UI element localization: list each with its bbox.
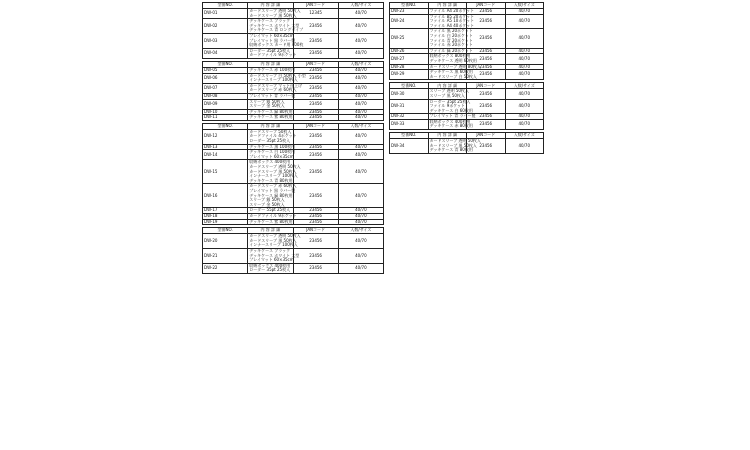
header-code: 型番NO. [203, 123, 248, 129]
header-code: 型番NO. [390, 83, 429, 89]
row-code: DW-08 [203, 93, 248, 99]
spec-table [389, 82, 544, 130]
content-line: プレイマット 青 ラバー製 [249, 92, 296, 98]
table-row [390, 14, 544, 29]
row-content [248, 99, 293, 109]
row-jan: 23456 [293, 99, 338, 109]
row-jan: 23456 [467, 29, 506, 48]
row-size: 40/70 [505, 89, 544, 99]
spec-table [202, 227, 384, 274]
row-size: 40/70 [338, 150, 383, 160]
content-line: カードスリーブ 赤 60枚入 [249, 87, 297, 93]
header-code: 型番NO. [390, 3, 429, 9]
row-code: DW-12 [203, 129, 248, 144]
row-jan: 23456 [293, 67, 338, 73]
row-size: 40/70 [338, 93, 383, 99]
content-line: プレイマット 60×35cm [249, 257, 294, 263]
row-jan: 23456 [293, 73, 338, 83]
row-jan: 23456 [467, 14, 506, 29]
row-content [248, 159, 301, 184]
row-code: DW-01 [203, 9, 248, 19]
row-content [428, 89, 467, 99]
row-size: 40/70 [338, 263, 383, 273]
row-size: 40/70 [505, 70, 544, 80]
row-size: 40/70 [338, 129, 383, 144]
content-line: カードスリーブ 透明 80枚入 [429, 63, 481, 69]
row-size: 40/70 [505, 64, 544, 70]
content-line: ローダー 35pt 25枚入 [249, 138, 291, 144]
row-code: DW-06 [203, 73, 248, 83]
row-size: 40/70 [338, 219, 383, 225]
header-size: 入数/サイズ [505, 83, 544, 89]
header-jan: JANコード [293, 3, 338, 9]
table-row [390, 119, 544, 129]
content-line: スリーブ 金 50枚入 [249, 201, 285, 207]
row-code: DW-03 [203, 33, 248, 48]
row-code: DW-31 [390, 99, 429, 114]
content-line: デッキケース 白 100枚用 [249, 149, 296, 155]
content-line: デッキケース 赤 80枚用 [429, 123, 473, 129]
table-row [203, 115, 384, 121]
table-row [203, 33, 384, 48]
row-jan: 23456 [293, 150, 338, 160]
row-jan: 23456 [293, 263, 338, 273]
row-code: DW-25 [390, 29, 429, 48]
row-jan: 23456 [293, 129, 338, 144]
row-code: DW-24 [390, 14, 429, 29]
content-line: デッキケース 緑 80枚用 [249, 108, 293, 114]
row-size: 40/70 [338, 144, 383, 150]
row-jan: 23456 [467, 139, 506, 154]
row-code: DW-19 [203, 219, 248, 225]
content-line: ローダー 35pt 25枚入 [249, 267, 291, 273]
row-jan: 23456 [293, 219, 338, 225]
row-size: 40/70 [505, 119, 544, 129]
content-line: デッキケース 緑 80枚用 [249, 192, 293, 198]
row-size: 40/70 [505, 99, 544, 114]
content-line: ファイル A4 40ポケット [429, 22, 475, 28]
row-size: 40/70 [338, 109, 383, 115]
content-line: ファイル 白 20ポケット [429, 32, 473, 38]
header-jan: JANコード [467, 133, 506, 139]
header-size: 入数/サイズ [338, 228, 383, 234]
row-code: DW-09 [203, 99, 248, 109]
table-row [390, 29, 544, 48]
content-line: カードスリーブ 透明 50枚入 [249, 8, 301, 13]
row-jan: 23456 [467, 9, 506, 15]
content-line: ファイル 黒 20ポケット [429, 28, 473, 34]
table-row [203, 184, 384, 208]
content-line: デッキケース 黒 100枚用 [249, 143, 296, 149]
row-code: DW-20 [203, 234, 248, 249]
content-line: ローダー 35pt 25枚入 [429, 98, 471, 104]
row-code: DW-33 [390, 119, 429, 129]
content-line: デッキケース 白 60枚用 [429, 107, 473, 113]
row-code: DW-02 [203, 19, 248, 34]
spec-table [202, 2, 384, 59]
row-jan: 23456 [293, 109, 338, 115]
row-jan: 23456 [467, 119, 506, 129]
content-line: プレイマット 黒 ラバー製 [249, 37, 296, 43]
row-jan: 23456 [293, 213, 338, 219]
table-row [203, 129, 384, 144]
header-content: 内 容 詳 細 [248, 3, 293, 9]
header-content: 内 容 詳 細 [248, 61, 293, 67]
row-jan: 23456 [293, 208, 338, 214]
row-size: 40/70 [338, 9, 383, 19]
row-size: 40/70 [505, 29, 544, 48]
row-code: DW-04 [203, 48, 248, 58]
row-code: DW-29 [390, 70, 429, 80]
content-line: 収納ボックス カード用 400枚 [249, 42, 304, 48]
row-size: 40/70 [338, 213, 383, 219]
row-size: 40/70 [338, 99, 383, 109]
row-jan: 23456 [293, 184, 338, 208]
row-jan: 23456 [293, 83, 338, 93]
table-row [390, 99, 544, 114]
table-row [390, 70, 544, 80]
spec-table [389, 2, 544, 80]
content-line: ファイル B5 20ポケット [429, 13, 475, 19]
row-jan: 23456 [293, 234, 338, 249]
row-code: DW-34 [390, 139, 429, 154]
header-jan: JANコード [467, 83, 506, 89]
row-code: DW-15 [203, 160, 248, 184]
row-code: DW-28 [390, 64, 429, 70]
content-line: ファイル A4 20ポケット [429, 8, 475, 13]
row-content [428, 28, 473, 48]
row-code: DW-23 [390, 9, 429, 15]
table-row [203, 19, 384, 34]
content-line: カードスリーブ マット仕上げ [249, 82, 303, 88]
table-row [203, 263, 384, 273]
table-row [203, 83, 384, 93]
row-content [248, 263, 293, 273]
header-content: 内 容 詳 細 [248, 228, 293, 234]
row-size: 40/70 [505, 48, 544, 54]
content-line: デッキケース ブラック [249, 247, 291, 253]
content-line: スリーブ 透明 50枚入 [429, 88, 469, 94]
header-code: 型番NO. [203, 3, 248, 9]
header-code: 型番NO. [203, 228, 248, 234]
row-jan: 23456 [293, 115, 338, 121]
content-line: カードスリーブ 黒 50枚入 [249, 168, 297, 174]
content-line: デッキケース 黒 60枚用 [429, 69, 473, 75]
row-size: 40/70 [338, 33, 383, 48]
row-code: DW-32 [390, 114, 429, 120]
row-code: DW-26 [390, 48, 429, 54]
row-size: 40/70 [338, 115, 383, 121]
table-row [390, 54, 544, 64]
content-line: スリーブ 銀 50枚入 [249, 197, 285, 203]
content-line: カードスリーブ 赤 60枚入 [249, 183, 297, 189]
content-line: カードスリーブ 50枚入 [249, 128, 292, 134]
content-line: デッキケース ブラック [249, 18, 291, 24]
content-line: カードファイル 9ポケット [249, 212, 297, 218]
row-code: DW-30 [390, 89, 429, 99]
row-size: 40/70 [338, 67, 383, 73]
content-line: カードスリーブ 透明 50枚入 [249, 164, 301, 170]
row-code: DW-10 [203, 109, 248, 115]
header-content: 内 容 詳 細 [428, 83, 467, 89]
row-content [248, 128, 297, 144]
row-size: 40/70 [505, 114, 544, 120]
content-line: ファイル 青 20ポケット [429, 37, 473, 43]
content-line: ファイル 赤 20ポケット [429, 42, 473, 48]
content-line: デッキケース 透明 60枚用 [429, 57, 477, 63]
content-line: デッキケース 紫 80枚用 [249, 114, 293, 120]
row-code: DW-18 [203, 213, 248, 219]
table-row [203, 99, 384, 109]
content-line: カードスリーブ 白 50枚入 小型 [249, 72, 306, 78]
spec-table [202, 61, 384, 121]
row-size: 40/70 [505, 139, 544, 154]
content-line: カードスリーブ 黒 50枚入 [429, 142, 477, 148]
spec-table [202, 123, 384, 225]
content-line: インナースリーブ 100枚入 [249, 242, 298, 248]
row-size: 40/70 [505, 54, 544, 64]
content-line: カードスリーブ 黒 50枚入 [249, 12, 297, 18]
content-line: インナースリーブ 100枚入 [249, 77, 298, 83]
header-size: 入数/サイズ [505, 3, 544, 9]
row-jan: 23456 [293, 248, 338, 263]
row-size: 40/70 [505, 9, 544, 15]
content-line: ファイル 緑 20ポケット [429, 47, 473, 53]
row-jan: 23456 [467, 64, 506, 70]
row-jan: 23456 [467, 70, 506, 80]
row-jan: 23456 [293, 19, 338, 34]
content-line: 収納ボックス 400枚用 [429, 118, 471, 124]
header-content: 内 容 詳 細 [428, 133, 467, 139]
row-code: DW-21 [203, 248, 248, 263]
row-content [248, 247, 300, 263]
content-line: プレイマット 黒 ラバー製 [249, 188, 296, 193]
header-jan: JANコード [293, 228, 338, 234]
header-size: 入数/サイズ [338, 3, 383, 9]
content-line: プレイマット 青 ラバー製 [429, 113, 476, 119]
header-jan: JANコード [467, 3, 506, 9]
content-line: プレイマット 60×35cm [249, 153, 294, 159]
row-size: 40/70 [338, 19, 383, 34]
row-jan: 23456 [293, 144, 338, 150]
row-content [428, 13, 475, 29]
content-line: ファイル A5 10ポケット [429, 18, 475, 24]
row-jan: 23456 [293, 93, 338, 99]
content-line: スリーブ 黒 50枚入 [429, 92, 465, 98]
row-content [248, 72, 306, 83]
row-content [428, 138, 481, 154]
row-code: DW-27 [390, 54, 429, 64]
header-content: 内 容 詳 細 [248, 123, 293, 129]
table-row [203, 219, 384, 225]
row-size: 40/70 [338, 160, 383, 184]
content-line: カードスリーブ 白 50枚入 [429, 73, 477, 79]
content-line: デッキケース 青 80枚用 [249, 177, 293, 183]
table-row [203, 160, 384, 184]
row-code: DW-16 [203, 184, 248, 208]
row-content [248, 183, 297, 208]
content-line: カードスリーブ 透明 50枚入 [249, 233, 301, 239]
header-jan: JANコード [293, 61, 338, 67]
row-code: DW-07 [203, 83, 248, 93]
content-line: カードファイル 9ポケット [249, 52, 297, 58]
content-line: カードファイル 4ポケット [249, 133, 297, 139]
left-column [202, 2, 384, 276]
row-content [248, 18, 304, 34]
row-size: 40/70 [338, 248, 383, 263]
content-line: デッキケース ホワイト 大型 [249, 22, 300, 28]
content-line: デッキケース 青 ロングタイプ [249, 27, 304, 33]
header-code: 型番NO. [203, 61, 248, 67]
row-code: DW-22 [203, 263, 248, 273]
row-content [248, 115, 293, 121]
content-line: デッキケース 紫 80枚用 [249, 218, 293, 224]
table-row [203, 9, 384, 19]
content-line: スリーブ 金 50枚入 [249, 103, 285, 109]
content-line: カードスリーブ 透明 50枚入 [429, 138, 481, 144]
table-row [203, 73, 384, 83]
row-content [248, 47, 297, 58]
table-row [390, 89, 544, 99]
row-jan: 23456 [293, 33, 338, 48]
row-content [428, 98, 473, 114]
content-line: スリーブ 銀 50枚入 [249, 98, 285, 104]
row-size: 40/70 [338, 83, 383, 93]
header-content: 内 容 詳 細 [428, 3, 467, 9]
content-line: プレイマット 60×35cm [249, 32, 294, 38]
table-row [203, 150, 384, 160]
row-content [248, 233, 301, 249]
row-content [428, 118, 473, 129]
row-code: DW-14 [203, 150, 248, 160]
row-jan: 12345 [293, 9, 338, 19]
row-size: 40/70 [338, 234, 383, 249]
table-row [390, 139, 544, 154]
content-line: カードスリーブ 黒 50枚入 [249, 237, 297, 243]
content-line: ファイル 9ポケット [429, 103, 466, 109]
content-line: デッキケース 青 80枚用 [429, 147, 473, 153]
content-line: デッキケース ホワイト 大型 [249, 252, 300, 258]
row-jan: 23456 [293, 48, 338, 58]
content-line: デッキケース 赤 100枚用 [249, 66, 296, 72]
row-jan: 23456 [467, 89, 506, 99]
content-line: ローダー 35pt 25枚入 [249, 47, 291, 53]
row-content [248, 219, 293, 225]
row-code: DW-05 [203, 67, 248, 73]
row-jan: 23456 [467, 48, 506, 54]
content-line: インナースリーブ 100枚入 [249, 173, 298, 179]
spec-table [389, 132, 544, 154]
table-row [203, 248, 384, 263]
row-jan: 23456 [467, 54, 506, 64]
table-row [203, 234, 384, 249]
row-code: DW-13 [203, 144, 248, 150]
header-size: 入数/サイズ [505, 133, 544, 139]
row-content [428, 53, 477, 64]
row-jan: 23456 [467, 99, 506, 114]
row-content [428, 69, 477, 80]
header-size: 入数/サイズ [338, 123, 383, 129]
header-jan: JANコード [293, 123, 338, 129]
row-code: DW-17 [203, 208, 248, 214]
row-size: 40/70 [338, 208, 383, 214]
table-row [203, 48, 384, 58]
content-line: 収納ボックス 800枚用 [429, 53, 471, 59]
content-line: 収納ボックス 400枚用 [249, 159, 291, 165]
row-size: 40/70 [338, 184, 383, 208]
row-size: 40/70 [338, 73, 383, 83]
row-code: DW-11 [203, 115, 248, 121]
row-content [248, 82, 303, 93]
header-code: 型番NO. [390, 133, 429, 139]
row-size: 40/70 [338, 48, 383, 58]
row-jan: 23456 [467, 114, 506, 120]
header-size: 入数/サイズ [338, 61, 383, 67]
row-size: 40/70 [505, 14, 544, 29]
row-content [248, 32, 304, 48]
row-jan: 23456 [293, 160, 338, 184]
right-column [389, 2, 544, 156]
content-line: ローダー 55pt 25枚入 [249, 207, 291, 213]
content-line: 収納ボックス 400枚用 [249, 262, 291, 268]
